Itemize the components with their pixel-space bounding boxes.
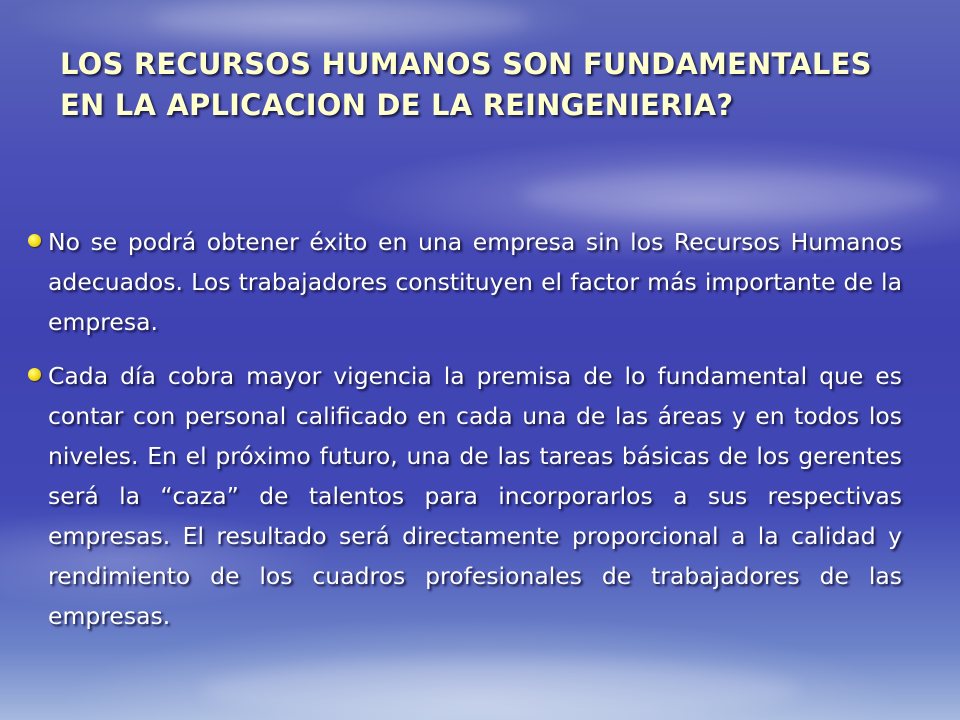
cloud-streak	[520, 170, 940, 220]
list-item	[28, 222, 902, 342]
bullet-icon	[28, 368, 41, 381]
bullet-text: No se podrá obtener éxito en una empresa sin los Recursos Humanos adecuados. Los trabajadores constituyen el factor más importante de la empresa.	[48, 228, 902, 336]
slide-title: LOS RECURSOS HUMANOS SON FUNDAMENTALES EN LA APLICACION DE LA REINGENIERIA?	[60, 47, 872, 122]
cloud-streak	[200, 660, 800, 720]
list-item	[28, 356, 902, 636]
cloud-streak	[150, 0, 530, 40]
bullet-list	[28, 222, 902, 650]
bullet-icon	[28, 234, 41, 247]
bullet-text: Cada día cobra mayor vigencia la premisa de lo fundamental que es contar con personal calificado en cada una de las áreas y en todos los niveles. En el próximo futuro, una de las tareas básicas de los gerentes será la “caza” de talentos para incorporarlos a sus respectivas empresas. El resultado será directamente proporcional a la calidad y rendimiento de los cuadros profesionales de trabajadores de las empresas.	[48, 362, 902, 630]
